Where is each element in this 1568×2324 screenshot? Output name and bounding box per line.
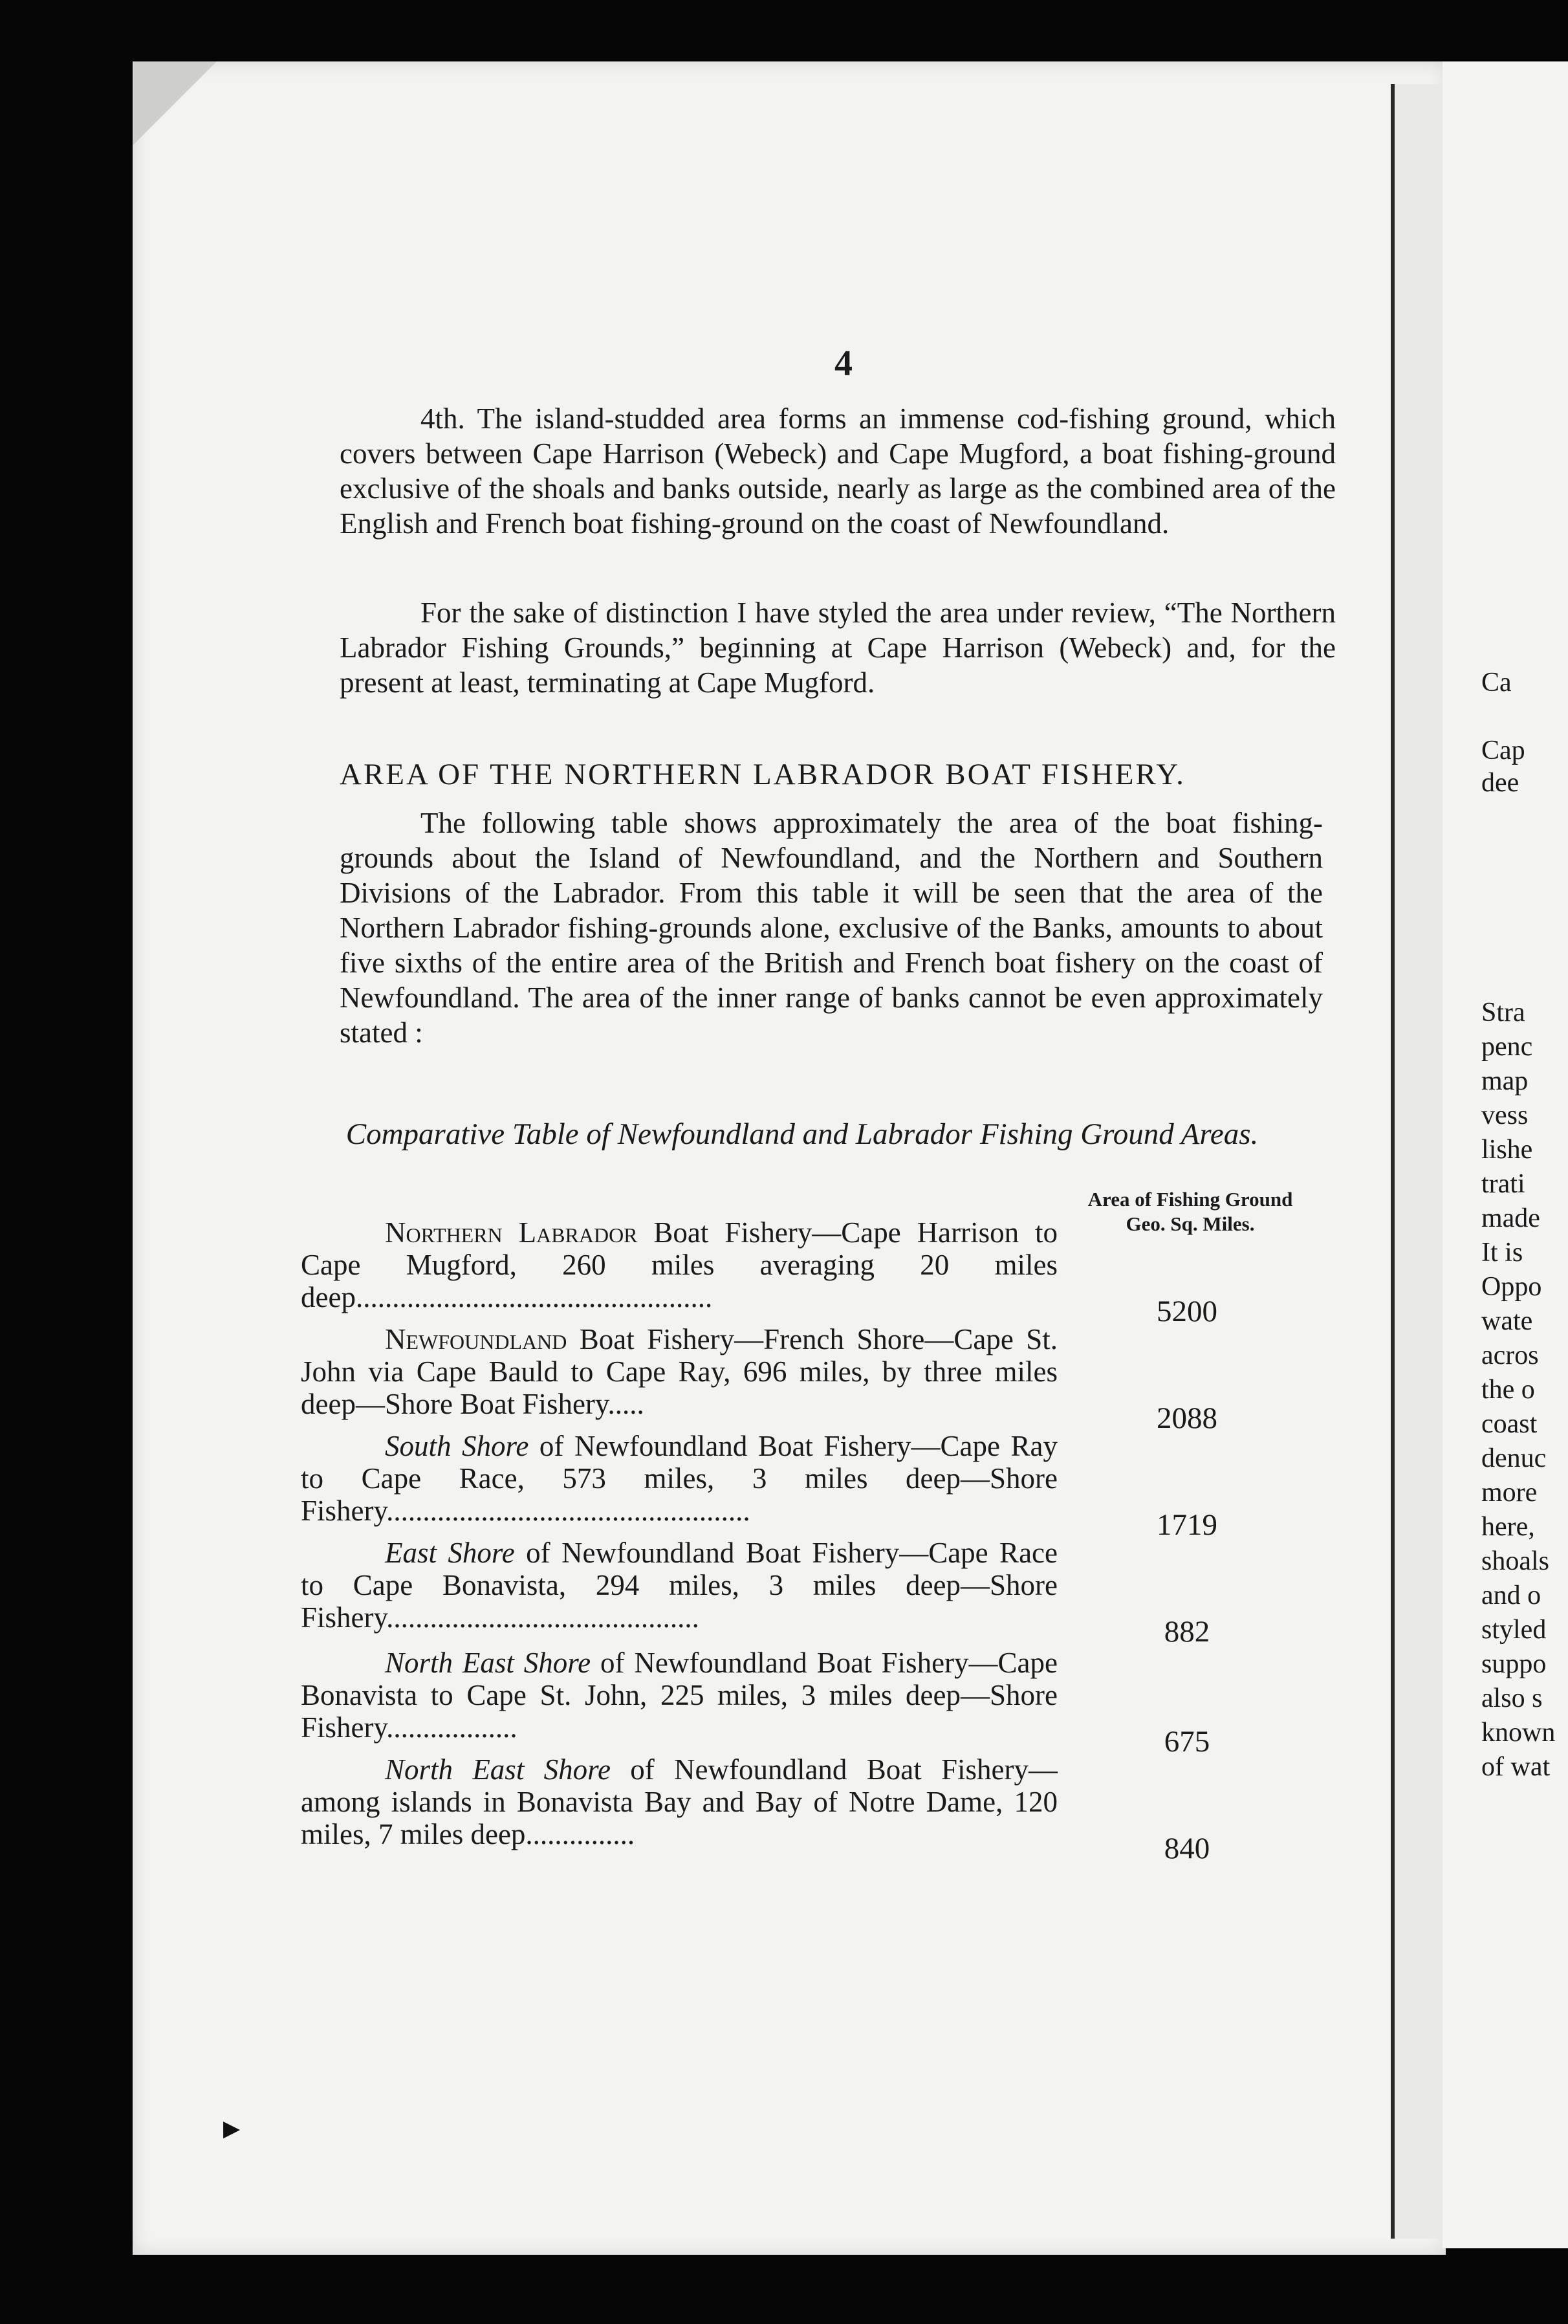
row-3-lead: South Shore bbox=[385, 1430, 529, 1462]
table-row-2-description bbox=[301, 1323, 1058, 1420]
facing-page-line: styled bbox=[1481, 1615, 1547, 1645]
row-1-text: Boat Fishery—Cape Harrison to Cape Mugford, 260 miles averaging 20 miles deep................................................. bbox=[301, 1216, 1058, 1313]
paragraph-1 bbox=[340, 401, 1336, 541]
facing-page-top-1: Ca bbox=[1481, 668, 1512, 697]
facing-page-line: Oppo bbox=[1481, 1272, 1542, 1302]
facing-page-line: lishe bbox=[1481, 1135, 1533, 1165]
page-gutter bbox=[1391, 84, 1446, 2239]
facing-page-line: trati bbox=[1481, 1169, 1525, 1199]
row-2-lead: Newfoundland bbox=[385, 1323, 567, 1355]
row-6-text: of Newfoundland Boat Fishery—among islands in Bonavista Bay and Bay of Notre Dame, 120 miles, 7 miles deep............... bbox=[301, 1753, 1058, 1850]
book-page bbox=[133, 61, 1446, 2255]
table-row-3-value: 1719 bbox=[1157, 1508, 1217, 1542]
row-2-text: Boat Fishery—French Shore—Cape St. John via Cape Bauld to Cape Ray, 696 miles, by three miles deep—Shore Boat Fishery..... bbox=[301, 1323, 1058, 1420]
facing-page-top-2: Cap bbox=[1481, 736, 1525, 765]
row-6-lead: North East Shore bbox=[385, 1753, 611, 1786]
intro-paragraph-text: The following table shows approximately the area of the boat fishing-grounds about the Island of Newfoundland, and the Northern and Southern Divisions of the Labrador. From this table it will be seen that the area of the Northern Labrador fishing-grounds alone, exclusive of the Banks, amounts to about five sixths of the entire area of the British and French boat fishery on the coast of Newfoundland. The area of the inner range of banks cannot be even approximately stated : bbox=[340, 807, 1323, 1049]
row-5-text: of Newfoundland Boat Fishery—Cape Bonavista to Cape St. John, 225 miles, 3 miles deep—Shore Fishery.................. bbox=[301, 1647, 1058, 1744]
facing-page-line: Stra bbox=[1481, 998, 1525, 1027]
facing-page-line: penc bbox=[1481, 1032, 1533, 1062]
table-row-1-value: 5200 bbox=[1157, 1295, 1217, 1328]
facing-page-line: acros bbox=[1481, 1341, 1539, 1370]
row-3-text: of Newfoundland Boat Fishery—Cape Ray to Cape Race, 573 miles, 3 miles deep—Shore Fishery.................................................. bbox=[301, 1430, 1058, 1527]
table-row-3-description bbox=[301, 1430, 1058, 1527]
facing-page-line: wate bbox=[1481, 1306, 1533, 1336]
facing-page-line: more bbox=[1481, 1478, 1538, 1507]
table-row-5-value: 675 bbox=[1164, 1725, 1210, 1759]
facing-page-top-3: dee bbox=[1481, 768, 1519, 798]
facing-page-line: coast bbox=[1481, 1409, 1538, 1439]
table-row-4-description bbox=[301, 1537, 1058, 1634]
facing-page-line: made bbox=[1481, 1203, 1540, 1233]
column-header-line-1: Area of Fishing Ground bbox=[1087, 1188, 1293, 1211]
table-row-1-description bbox=[301, 1216, 1058, 1313]
table-row-6-value: 840 bbox=[1164, 1832, 1210, 1865]
row-5-lead: North East Shore bbox=[385, 1647, 591, 1679]
row-1-lead: Northern Labrador bbox=[385, 1216, 638, 1249]
section-heading: AREA OF THE NORTHERN LABRADOR BOAT FISHERY. bbox=[340, 758, 1186, 791]
facing-page-line: suppo bbox=[1481, 1649, 1547, 1679]
row-4-text: of Newfoundland Boat Fishery—Cape Race to Cape Bonavista, 294 miles, 3 miles deep—Shore Fishery........................................... bbox=[301, 1537, 1058, 1634]
facing-page-line: known bbox=[1481, 1718, 1556, 1748]
facing-page-line: here, bbox=[1481, 1512, 1535, 1542]
paragraph-1-text: 4th. The island-studded area forms an immense cod-fishing ground, which covers between Cape Harrison (Webeck) and Cape Mugford, a boat fishing-ground exclusive of the shoals and banks outside, nearly as large as the combined area of the English and French boat fishing-ground on the coast of Newfoundland. bbox=[340, 402, 1336, 540]
paragraph-2-text: For the sake of distinction I have styled the area under review, “The Northern Labrador Fishing Grounds,” beginning at Cape Harrison (Webeck) and, for the present at least, terminating at Cape Mugford. bbox=[340, 597, 1336, 699]
column-header-line-2: Geo. Sq. Miles. bbox=[1126, 1212, 1255, 1235]
margin-mark: ▶ bbox=[223, 2117, 241, 2141]
facing-page-line: and o bbox=[1481, 1581, 1541, 1610]
table-row-4-value: 882 bbox=[1164, 1615, 1210, 1649]
intro-paragraph bbox=[340, 806, 1323, 1050]
facing-page-line: denuc bbox=[1481, 1443, 1547, 1473]
page-number: 4 bbox=[834, 344, 853, 384]
row-4-lead: East Shore bbox=[385, 1537, 515, 1569]
facing-page-line: It is bbox=[1481, 1238, 1523, 1267]
table-column-header bbox=[1061, 1187, 1320, 1236]
facing-page-line: shoals bbox=[1481, 1546, 1549, 1576]
facing-page-line: the o bbox=[1481, 1375, 1535, 1405]
table-title: Comparative Table of Newfoundland and Labrador Fishing Ground Areas. bbox=[345, 1117, 1259, 1151]
facing-page-line: of wat bbox=[1481, 1752, 1551, 1782]
table-row-5-description bbox=[301, 1647, 1058, 1744]
facing-page-line: vess bbox=[1481, 1101, 1529, 1130]
table-row-6-description bbox=[301, 1753, 1058, 1850]
facing-page-line: map bbox=[1481, 1066, 1529, 1096]
paragraph-2 bbox=[340, 595, 1336, 700]
facing-page-line: also s bbox=[1481, 1683, 1543, 1713]
table-row-2-value: 2088 bbox=[1157, 1401, 1217, 1435]
